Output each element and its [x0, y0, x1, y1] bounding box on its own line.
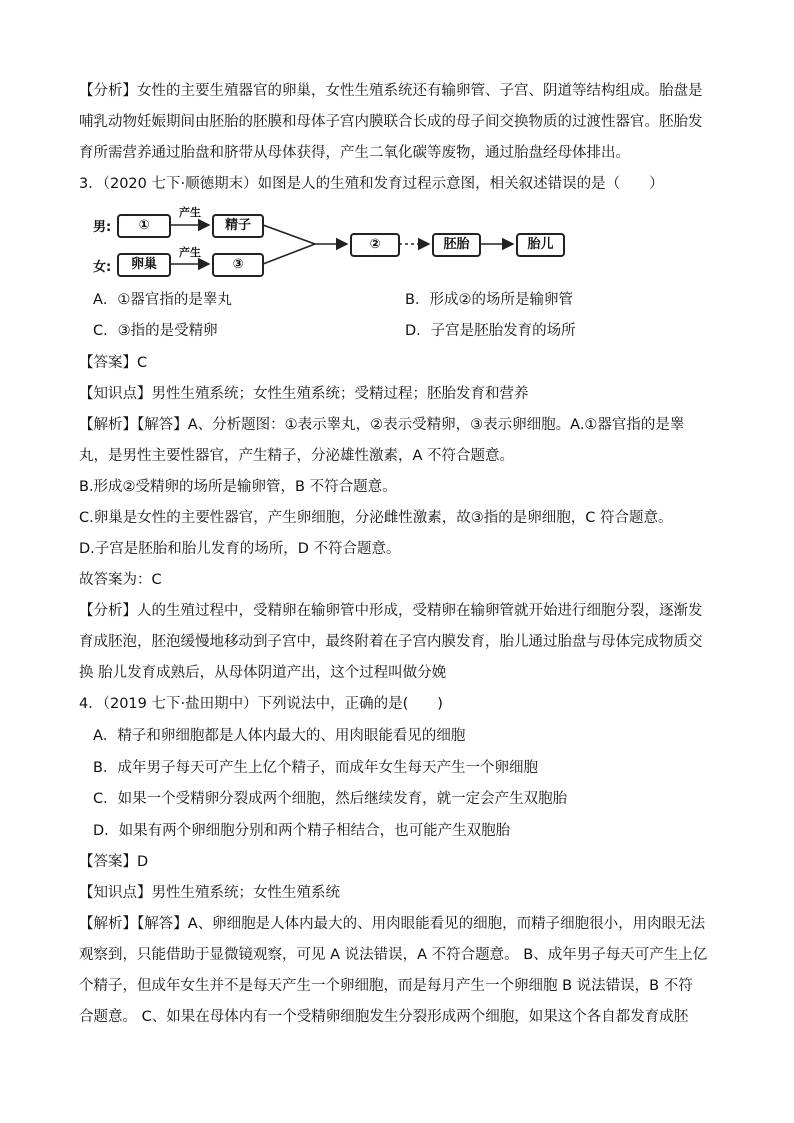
q3-explain-3: B.形成②受精卵的场所是输卵管，B 不符合题意。	[79, 479, 397, 495]
sperm-box: 精子	[212, 214, 264, 238]
produce-label-male: 产生	[179, 206, 201, 219]
q3-options-row-2	[93, 321, 713, 343]
q3-explain-1: 【解析】【解答】A、分析题图：①表示睾丸，②表示受精卵，③表示卵细胞。A.①器官指的是睾	[79, 417, 685, 433]
q4-explain-3: 个精子，但成年女生并不是每天产生一个卵细胞，而是每月产生一个卵细胞 B 说法错误，B 不符	[79, 978, 693, 994]
q4-option-b: B．成年男子每天可产生上亿个精子，而成年女生每天产生一个卵细胞	[93, 760, 538, 776]
q2-analysis-line-2: 哺乳动物妊娠期间由胚胎的胚膜和母体子宫内膜联合长成的母子间交换物质的过渡性器官。胚胎发	[79, 114, 703, 130]
q4-option-a: A．精子和卵细胞都是人体内最大的、用肉眼能看见的细胞	[93, 728, 466, 744]
q3-option-d: D．子宫是胚胎发育的场所	[405, 323, 576, 339]
embryo-box: 胚胎	[432, 233, 481, 257]
q4-stem: 4．（2019 七下·盐田期中）下列说法中，正确的是( )	[79, 696, 443, 712]
fetus-box: 胎儿	[516, 233, 565, 257]
zygote-2-box: ②	[350, 233, 400, 257]
q2-analysis-line-1: 【分析】女性的主要生殖器官的卵巢，女性生殖系统还有输卵管、子宫、阴道等结构组成。胎盘是	[79, 83, 703, 99]
q3-answer: 【答案】C	[79, 355, 148, 371]
q3-final-answer: 故答案为：C	[79, 572, 162, 588]
q3-analysis-1: 【分析】人的生殖过程中，受精卵在输卵管中形成，受精卵在输卵管就开始进行细胞分裂，逐渐发	[79, 603, 703, 619]
q4-explain-1: 【解析】【解答】A、卵细胞是人体内最大的、用肉眼能看见的细胞，而精子细胞很小，用肉眼无法	[79, 916, 706, 932]
q3-option-c: C．③指的是受精卵	[93, 323, 218, 339]
ovary-box: 卵巢	[117, 253, 171, 277]
cell-3-box: ③	[212, 253, 264, 277]
q4-option-d: D．如果有两个卵细胞分别和两个精子相结合，也可能产生双胞胎	[93, 823, 511, 839]
q3-knowledge: 【知识点】男性生殖系统；女性生殖系统；受精过程；胚胎发育和营养	[79, 386, 529, 402]
q3-option-b: B．形成②的场所是输卵管	[405, 292, 573, 308]
q3-explain-4: C.卵巢是女性的主要性器官，产生卵细胞，分泌雌性激素，故③指的是卵细胞，C 符合题意。	[79, 510, 673, 526]
female-label: 女:	[93, 260, 112, 275]
q3-option-a: A．①器官指的是睾丸	[93, 292, 232, 308]
reproduction-diagram	[93, 204, 603, 284]
male-label: 男:	[93, 220, 112, 235]
q4-explain-2: 观察到，只能借助于显微镜观察，可见 A 说法错误，A 不符合题意。 B、成年男子每天可产生上亿	[79, 947, 708, 963]
q3-analysis-3: 换 胎儿发育成熟后，从母体阴道产出，这个过程叫做分娩	[79, 665, 447, 681]
produce-label-female: 产生	[179, 246, 201, 259]
q3-explain-5: D.子宫是胚胎和胎儿发育的场所，D 不符合题意。	[79, 541, 401, 557]
q4-answer: 【答案】D	[79, 854, 149, 870]
q4-knowledge: 【知识点】男性生殖系统；女性生殖系统	[79, 885, 340, 901]
q3-analysis-2: 育成胚泡，胚泡缓慢地移动到子宫中，最终附着在子宫内膜发育，胎儿通过胎盘与母体完成物质交	[79, 634, 703, 650]
q4-option-c: C．如果一个受精卵分裂成两个细胞，然后继续发育，就一定会产生双胞胎	[93, 791, 568, 807]
organ-1-box: ①	[117, 214, 171, 238]
q3-stem: 3．（2020 七下·顺德期末）如图是人的生殖和发育过程示意图，相关叙述错误的是（ ）	[79, 176, 664, 192]
q3-explain-2: 丸，是男性主要性器官，产生精子，分泌雄性激素，A 不符合题意。	[79, 448, 515, 464]
q4-explain-4: 合题意。 C、如果在母体内有一个受精卵细胞发生分裂形成两个细胞，如果这个各自都发育成胚	[79, 1009, 689, 1025]
q2-analysis-line-3: 育所需营养通过胎盘和脐带从母体获得，产生二氧化碳等废物，通过胎盘经母体排出。	[79, 145, 630, 161]
q3-options-row-1	[93, 290, 713, 312]
